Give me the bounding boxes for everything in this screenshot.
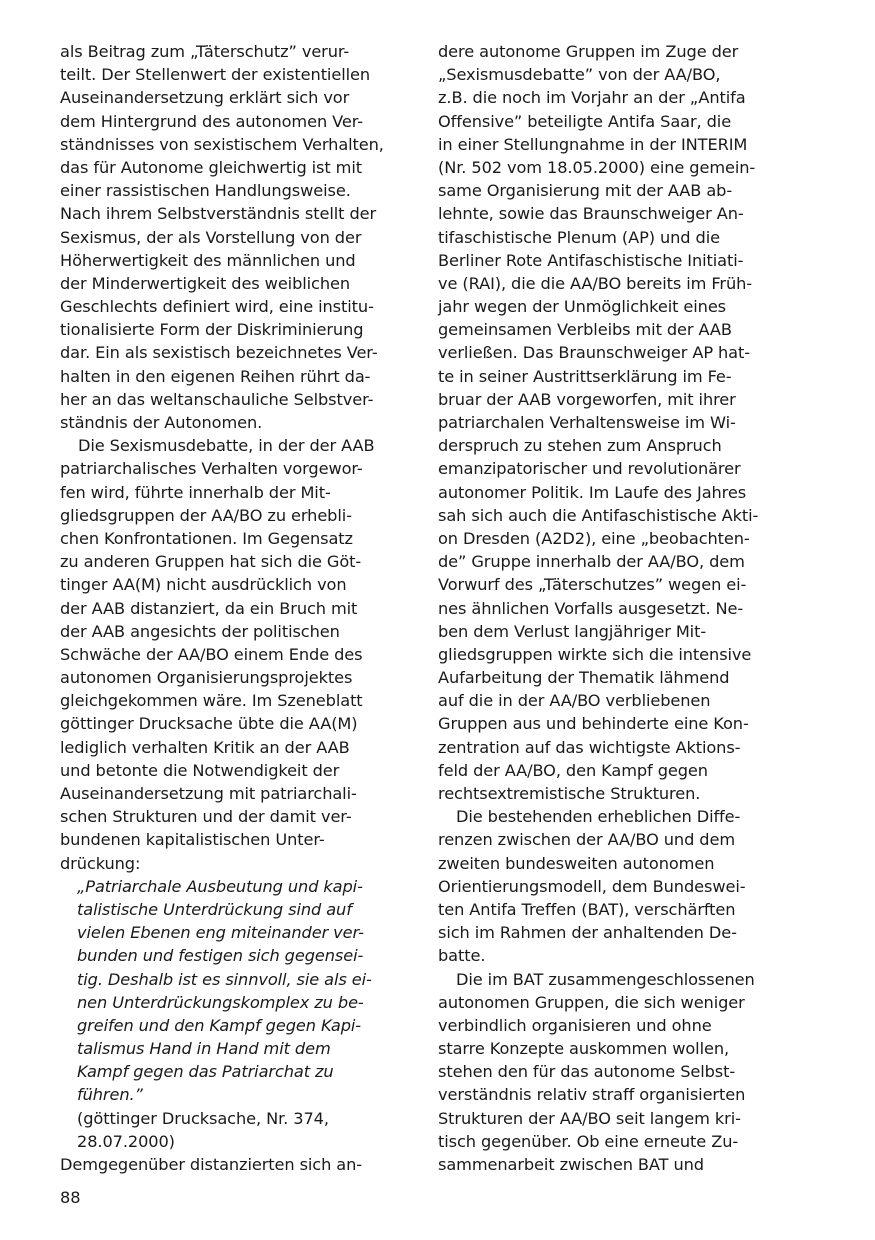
text-line: zweiten bundesweiten autonomen bbox=[438, 853, 715, 873]
quote-line: bunden und festigen sich gegensei- bbox=[77, 946, 364, 966]
quote-line: „Patriarchale Ausbeutung und kapi- bbox=[77, 876, 363, 896]
text-line: ständnis der Autonomen. bbox=[60, 413, 263, 432]
text-line: autonomen Gruppen, die sich weniger bbox=[438, 992, 745, 1012]
text-line: tisch gegenüber. Ob eine erneute Zu- bbox=[438, 1131, 739, 1151]
text-line: stehen den für das autonome Selbst- bbox=[438, 1062, 736, 1082]
text-line: dere autonome Gruppen im Zuge der bbox=[438, 42, 739, 61]
text-line: auf die in der AA/BO verbliebenen bbox=[438, 691, 711, 711]
text-line: und betonte die Notwendigkeit der bbox=[60, 760, 340, 780]
quote-line: nen Unterdrückungskomplex zu be- bbox=[77, 992, 364, 1012]
text-line: Orientierungsmodell, dem Bundeswei- bbox=[438, 876, 746, 896]
text-line: als Beitrag zum „Täterschutz” verur- bbox=[60, 42, 350, 61]
text-line: bruar der AAB vorgeworfen, mit ihrer bbox=[438, 389, 736, 409]
left-text-column bbox=[60, 40, 400, 1176]
page-number: 88 bbox=[60, 1188, 81, 1207]
text-line: bundenen kapitalistischen Unter- bbox=[60, 830, 325, 850]
text-line: starre Konzepte auskommen wollen, bbox=[438, 1039, 730, 1059]
text-line: Berliner Rote Antifaschistische Initiati- bbox=[438, 250, 744, 270]
text-line: göttinger Drucksache übte die AA(M) bbox=[60, 714, 358, 734]
text-line: zu anderen Gruppen hat sich die Göt- bbox=[60, 552, 362, 572]
text-line: nes ähnlichen Vorfalls ausgesetzt. Ne- bbox=[438, 598, 744, 618]
text-line: teilt. Der Stellenwert der existentiellen bbox=[60, 65, 371, 85]
text-line: Demgegenüber distanzierten sich an- bbox=[60, 1155, 363, 1174]
text-line: tinger AA(M) nicht ausdrücklich von bbox=[60, 575, 347, 595]
text-line: ständnisses von sexistischem Verhalten, bbox=[60, 134, 384, 154]
right-text-column bbox=[438, 40, 778, 1176]
quote-line: Kampf gegen das Patriarchat zu bbox=[77, 1062, 334, 1082]
text-line: batte. bbox=[438, 946, 486, 966]
quote-line: talistische Unterdrückung sind auf bbox=[77, 899, 352, 919]
text-line: Vorwurf des „Täterschutzes” wegen ei- bbox=[438, 575, 747, 595]
text-line: z.B. die noch im Vorjahr an der „Antifa bbox=[438, 88, 746, 108]
text-line: halten in den eigenen Reihen rührt da- bbox=[60, 366, 371, 386]
text-line: Auseinandersetzung erklärt sich vor bbox=[60, 88, 350, 108]
text-line: Schwäche der AA/BO einem Ende des bbox=[60, 644, 363, 664]
quote-line: greifen und den Kampf gegen Kapi- bbox=[77, 1015, 362, 1035]
text-line: ben dem Verlust langjähriger Mit- bbox=[438, 621, 707, 641]
text-line: drückung: bbox=[60, 853, 141, 873]
text-line: das für Autonome gleichwertig ist mit bbox=[60, 157, 362, 177]
text-line: Gruppen aus und behinderte eine Kon- bbox=[438, 714, 749, 734]
text-line: her an das weltanschauliche Selbstver- bbox=[60, 389, 374, 409]
text-line: sammenarbeit zwischen BAT und bbox=[438, 1155, 704, 1174]
text-line: feld der AA/BO, den Kampf gegen bbox=[438, 760, 708, 780]
text-line: te in seiner Austrittserklärung im Fe- bbox=[438, 366, 732, 386]
text-line: lehnte, sowie das Braunschweiger An- bbox=[438, 204, 744, 224]
text-line: (Nr. 502 vom 18.05.2000) eine gemein- bbox=[438, 157, 756, 177]
citation-line: 28.07.2000) bbox=[77, 1131, 175, 1151]
text-line: fen wird, führte innerhalb der Mit- bbox=[60, 482, 331, 502]
text-line: Auseinandersetzung mit patriarchali- bbox=[60, 784, 357, 803]
quote-line: tig. Deshalb ist es sinnvoll, sie als ei- bbox=[77, 969, 372, 989]
text-line: gleichgekommen wäre. Im Szeneblatt bbox=[60, 691, 363, 711]
text-line: sich im Rahmen der anhaltenden De- bbox=[438, 923, 737, 943]
quote-line: führen.” bbox=[77, 1085, 143, 1105]
text-line: autonomen Organisierungsprojektes bbox=[60, 668, 353, 688]
text-line: patriarchalisches Verhalten vorgewor- bbox=[60, 459, 363, 479]
text-line: chen Konfrontationen. Im Gegensatz bbox=[60, 528, 353, 548]
text-line: emanzipatorischer und revolutionärer bbox=[438, 459, 741, 479]
quote-line: vielen Ebenen eng miteinander ver- bbox=[77, 923, 364, 943]
text-line: dem Hintergrund des autonomen Ver- bbox=[60, 111, 363, 131]
text-line: rechtsextremistische Strukturen. bbox=[438, 784, 701, 803]
text-line: Strukturen der AA/BO seit langem kri- bbox=[438, 1108, 741, 1128]
text-line: sah sich auch die Antifaschistische Akti- bbox=[438, 505, 759, 525]
text-line: Offensive” beteiligte Antifa Saar, die bbox=[438, 111, 732, 131]
text-line: patriarchalen Verhaltensweise im Wi- bbox=[438, 413, 736, 432]
text-line: Geschlechts definiert wird, eine institu- bbox=[60, 297, 374, 317]
text-line: der AAB angesichts der politischen bbox=[60, 621, 340, 641]
text-line: Die bestehenden erheblichen Diffe- bbox=[456, 807, 741, 827]
text-line: in einer Stellungnahme in der INTERIM bbox=[438, 134, 748, 154]
quote-line: talismus Hand in Hand mit dem bbox=[77, 1039, 331, 1059]
text-line: „Sexismusdebatte” von der AA/BO, bbox=[438, 65, 721, 85]
text-line: same Organisierung mit der AAB ab- bbox=[438, 181, 733, 201]
text-line: ve (RAI), die die AA/BO bereits im Früh- bbox=[438, 273, 753, 293]
text-line: on Dresden (A2D2), eine „beobachten- bbox=[438, 528, 750, 548]
text-line: Nach ihrem Selbstverständnis stellt der bbox=[60, 204, 377, 224]
text-line: verließen. Das Braunschweiger AP hat- bbox=[438, 343, 750, 363]
text-line: Sexismus, der als Vorstellung von der bbox=[60, 227, 362, 247]
text-line: gliedsgruppen der AA/BO zu erhebli- bbox=[60, 505, 352, 525]
text-line: ten Antifa Treffen (BAT), verschärften bbox=[438, 899, 736, 919]
text-line: derspruch zu stehen zum Anspruch bbox=[438, 436, 722, 456]
text-line: tifaschistische Plenum (AP) und die bbox=[438, 227, 720, 247]
text-line: der Minderwertigkeit des weiblichen bbox=[60, 273, 351, 293]
text-line: der AAB distanziert, da ein Bruch mit bbox=[60, 598, 358, 618]
text-line: de” Gruppe innerhalb der AA/BO, dem bbox=[438, 552, 745, 572]
text-line: einer rassistischen Handlungsweise. bbox=[60, 181, 351, 201]
text-line: gliedsgruppen wirkte sich die intensive bbox=[438, 644, 752, 664]
text-line: Höherwertigkeit des männlichen und bbox=[60, 250, 356, 270]
text-line: lediglich verhalten Kritik an der AAB bbox=[60, 737, 350, 757]
text-line: autonomer Politik. Im Laufe des Jahres bbox=[438, 482, 747, 502]
text-line: Die im BAT zusammengeschlossenen bbox=[456, 969, 755, 989]
text-line: verbindlich organisieren und ohne bbox=[438, 1015, 712, 1035]
text-line: jahr wegen der Unmöglichkeit eines bbox=[438, 297, 727, 317]
text-line: Die Sexismusdebatte, in der der AAB bbox=[78, 436, 375, 456]
text-line: tionalisierte Form der Diskriminierung bbox=[60, 320, 364, 340]
text-line: zentration auf das wichtigste Aktions- bbox=[438, 737, 741, 757]
text-line: schen Strukturen und der damit ver- bbox=[60, 807, 352, 827]
text-line: Aufarbeitung der Thematik lähmend bbox=[438, 668, 730, 688]
text-line: dar. Ein als sexistisch bezeichnetes Ver- bbox=[60, 343, 378, 363]
text-line: renzen zwischen der AA/BO und dem bbox=[438, 830, 736, 850]
text-line: gemeinsamen Verbleibs mit der AAB bbox=[438, 320, 732, 340]
text-line: verständnis relativ straff organisierten bbox=[438, 1085, 746, 1105]
citation-line: (göttinger Drucksache, Nr. 374, bbox=[77, 1108, 329, 1128]
